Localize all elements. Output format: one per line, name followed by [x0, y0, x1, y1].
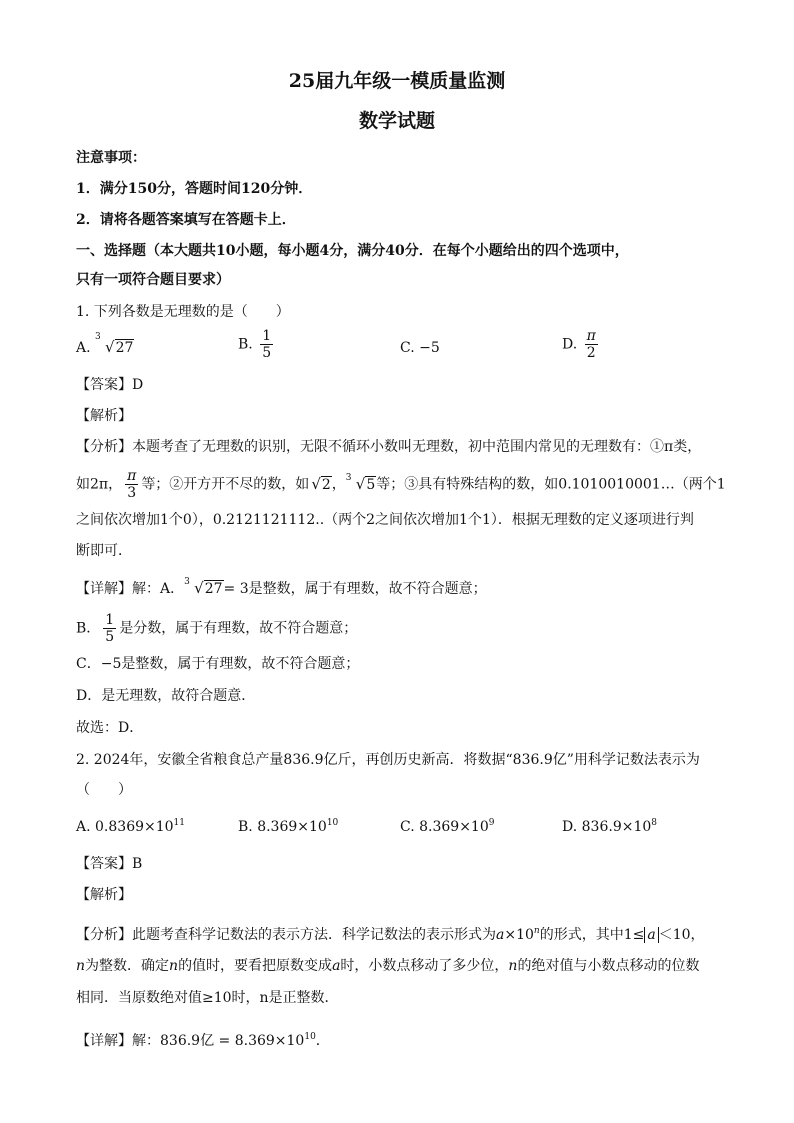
q1-option-b-den: 5	[262, 345, 272, 361]
q1-detail-a	[76, 578, 487, 599]
q1-fenxi-cbrt: 3 √5	[346, 474, 376, 495]
q2-option-d-label: D.	[562, 819, 578, 835]
q1-option-b-label: B.	[238, 336, 253, 353]
page-subtitle: 数学试题	[358, 110, 435, 132]
q1-detail-d: D．是无理数，故符合题意．	[76, 688, 256, 704]
q1-fenxi-text-b: 等；②开方开不尽的数，如	[141, 476, 310, 493]
q2-fenxi-a2: a	[332, 958, 341, 974]
q2-fenxi-line2	[76, 956, 699, 976]
q2-answer: 【答案】B	[76, 856, 143, 872]
q1-option-d-den: 2	[585, 344, 598, 361]
page-title: 25届九年级一模质量监测	[288, 70, 506, 92]
q1-fenxi-line1: 【分析】本题考查了无理数的识别，无限不循环小数叫无理数，初中范围内常见的无理数有：①π类，	[76, 439, 702, 455]
q1-detail-b-suffix: 是分数，属于有理数，故不符合题意；	[119, 620, 358, 637]
q2-fenxi-var-a: a	[496, 927, 505, 943]
q1-choice: 故选：D．	[76, 720, 144, 736]
q1-stem: 1. 下列各数是无理数的是（ ）	[76, 304, 290, 320]
q1-fenxi-line4: 断即可．	[76, 543, 132, 559]
q2-option-b-base: 8.369×10	[257, 819, 327, 835]
q1-detail-a-index: 3	[184, 577, 190, 587]
notes-heading: 注意事项：	[76, 150, 146, 166]
q2-fenxi-t2: 的值时，要看把原数变成	[178, 958, 333, 974]
q1-fenxi-cbrt-radicand: 5	[366, 476, 376, 493]
q1-option-d	[562, 328, 601, 361]
q1-answer: 【答案】D	[76, 377, 144, 393]
q1-option-a-radicand: 27	[115, 340, 134, 356]
q2-option-b	[238, 818, 338, 835]
q1-detail-a-suffix: = 3是整数，属于有理数，故不符合题意；	[223, 581, 487, 597]
q1-fenxi-sqrt: √2	[311, 474, 331, 493]
q2-fenxi-n3: n	[508, 958, 518, 974]
q1-detail-b-num: 1	[105, 612, 115, 628]
section-heading-line1: 一、选择题（本大题共10小题，每小题4分，满分40分．在每个小题给出的四个选项中，	[76, 243, 629, 259]
q2-fenxi-n2: n	[169, 958, 179, 974]
q1-option-c	[400, 340, 440, 356]
q2-detail-end: ．	[315, 1033, 330, 1049]
q2-option-c-base: 8.369×10	[419, 819, 489, 835]
q1-option-b	[238, 328, 276, 361]
q2-option-d	[562, 818, 657, 835]
q1-detail-a-prefix: 【详解】解：A．	[76, 581, 185, 597]
q2-option-a-label: A.	[76, 819, 91, 835]
q2-fenxi-line1	[76, 921, 705, 945]
q1-fenxi-line2	[76, 468, 726, 501]
q1-fenxi-sqrt-radicand: 2	[321, 476, 331, 493]
q2-fenxi-text-c: ＜10，	[658, 927, 705, 943]
q2-option-c	[400, 818, 494, 835]
q1-fenxi-line3: 之间依次增加1个0），0.2121121112..（两个2之间依次增加1个1）．根据无理数的定义逐项进行判	[76, 512, 694, 528]
q1-option-c-label: C.	[400, 340, 415, 356]
q2-option-d-base: 836.9×10	[581, 819, 652, 835]
q1-option-b-num: 1	[262, 328, 272, 344]
q1-fenxi-frac-num: π	[127, 468, 137, 484]
q1-option-a-label: A.	[76, 340, 91, 356]
q1-detail-a-radical: 3 √27	[184, 578, 223, 599]
q2-option-a	[76, 818, 185, 835]
q1-option-b-fraction	[260, 328, 273, 361]
q1-analysis-label: 【解析】	[76, 408, 132, 424]
q2-option-d-exp: 8	[651, 818, 657, 828]
q2-option-b-label: B.	[238, 819, 253, 835]
q1-option-d-fraction	[585, 328, 598, 361]
q1-detail-c: C．−5是整数，属于有理数，故不符合题意；	[76, 656, 360, 672]
q1-option-a	[76, 332, 134, 356]
q1-fenxi-text-a: 如2π，	[76, 476, 123, 493]
q2-option-c-exp: 9	[488, 818, 495, 828]
notes-item-2: 2．请将各题答案填写在答题卡上．	[76, 212, 296, 228]
q2-detail-exp: 10	[304, 1032, 316, 1042]
q2-fenxi-text-b: 的形式，其中1≤	[539, 927, 645, 943]
q2-fenxi-n1: n	[76, 958, 86, 974]
q1-option-c-value: −5	[419, 340, 440, 356]
q1-fenxi-cbrt-index: 3	[345, 472, 352, 483]
q2-option-b-exp: 10	[326, 818, 339, 828]
q2-option-a-base: 0.8369×10	[95, 819, 174, 835]
q2-analysis-label: 【解析】	[76, 887, 132, 903]
section-heading-line2: 只有一项符合题目要求）	[76, 272, 230, 288]
q2-stem-line1: 2. 2024年，安徽全省粮食总产量836.9亿斤，再创历史新高．将数据“836.9亿”用科学记数法表示为	[76, 752, 700, 768]
q1-fenxi-text-c: ，	[331, 476, 346, 493]
q1-fenxi-text-d: 等；③具有特殊结构的数，如0.1010010001…（两个1	[376, 476, 726, 493]
q1-fenxi-fraction	[125, 468, 138, 501]
q2-fenxi-t4: 的绝对值与小数点移动的位数	[517, 958, 700, 974]
q2-fenxi-abs-a: a	[644, 927, 658, 943]
q2-stem-line2: （ ）	[76, 782, 132, 798]
q1-option-a-radical: 3 √27	[95, 332, 134, 356]
q2-fenxi-t3: 时，小数点移动了多少位，	[340, 958, 509, 974]
q2-detail	[76, 1027, 330, 1051]
q2-option-c-label: C.	[400, 819, 415, 835]
q1-detail-b-fraction	[103, 612, 116, 645]
q2-fenxi-t1: 为整数．确定	[85, 958, 170, 974]
q2-fenxi-line3: 相同．当原数绝对值≥10时，n是正整数．	[76, 990, 339, 1006]
q2-fenxi-exp-n: n	[533, 926, 540, 936]
q1-option-a-index: 3	[95, 332, 101, 342]
q1-option-d-num: π	[586, 328, 596, 344]
q2-fenxi-text-a: 【分析】此题考查科学记数法的表示方法．科学记数法的表示形式为	[76, 927, 496, 943]
q1-fenxi-frac-den: 3	[125, 484, 138, 501]
q1-detail-b-prefix: B．	[76, 620, 101, 637]
q1-option-d-label: D.	[562, 336, 578, 353]
q2-option-a-exp: 11	[173, 818, 185, 828]
notes-item-1: 1．满分150分，答题时间120分钟．	[76, 181, 313, 197]
q1-detail-b	[76, 612, 357, 645]
q1-detail-b-den: 5	[105, 629, 115, 645]
q2-fenxi-times: ×10	[504, 927, 534, 943]
q2-detail-text: 【详解】解：836.9亿 = 8.369×10	[76, 1033, 305, 1049]
q1-detail-a-radicand: 27	[204, 581, 223, 597]
